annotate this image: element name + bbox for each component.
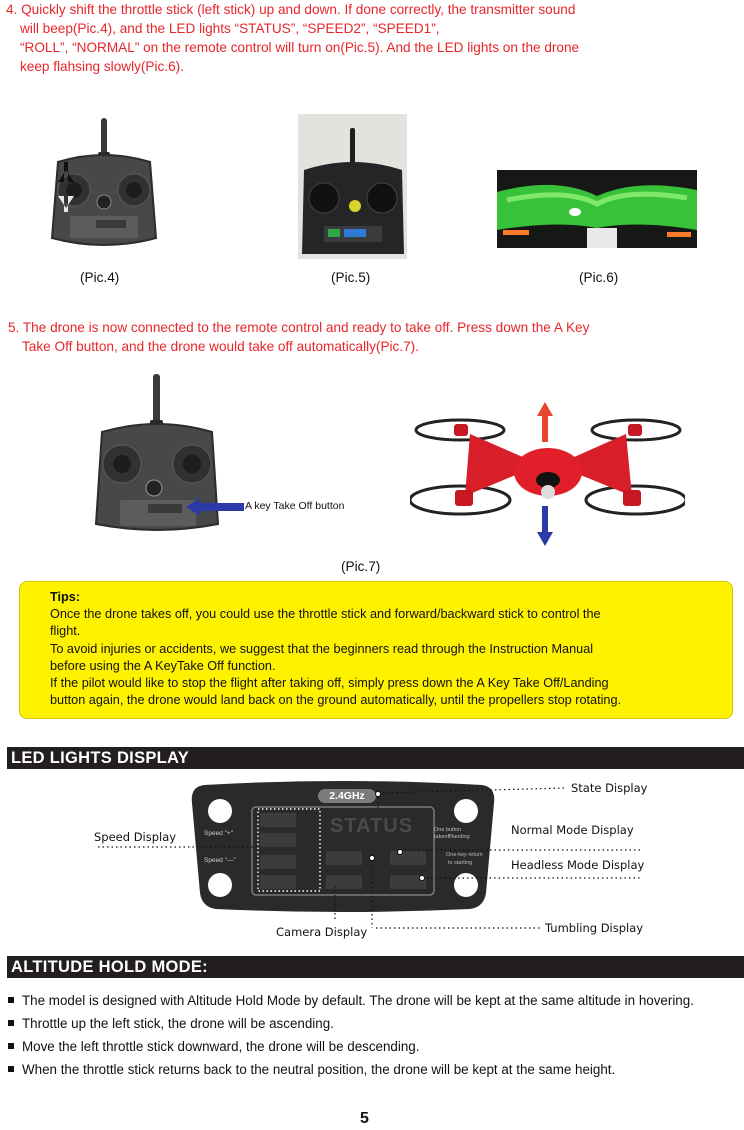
tumbling-display-label: Tumbling Display bbox=[545, 921, 644, 935]
pic5-caption: (Pic.5) bbox=[331, 270, 371, 285]
page-number: 5 bbox=[360, 1110, 369, 1127]
list-item: Move the left throttle stick downward, the drone will be descending. bbox=[8, 1038, 738, 1055]
bullet-square-icon bbox=[8, 1043, 14, 1049]
altitude-bullet-list bbox=[8, 992, 738, 1084]
headless-mode-label: Headless Mode Display bbox=[511, 858, 645, 872]
takeoff-pointer-arrow bbox=[186, 498, 244, 516]
step-5-text bbox=[8, 318, 738, 356]
one-key-return-text: One-key return bbox=[446, 852, 483, 858]
pic6-caption: (Pic.6) bbox=[579, 270, 619, 285]
step-5-line: 5. The drone is now connected to the remote control and ready to take off. Press down the A Key bbox=[8, 320, 590, 335]
step-4-text bbox=[6, 0, 736, 76]
normal-mode-label: Normal Mode Display bbox=[511, 823, 634, 837]
pic6-drone-led-photo bbox=[497, 170, 697, 248]
bullet-square-icon bbox=[8, 997, 14, 1003]
speed-display-label: Speed Display bbox=[94, 830, 177, 844]
one-button-takeoff-text: One button takeoff/landing bbox=[434, 827, 470, 840]
pic5-controller-photo bbox=[298, 114, 407, 259]
pic7-caption: (Pic.7) bbox=[341, 559, 381, 574]
tips-line: before using the A KeyTake Off function. bbox=[50, 658, 276, 673]
camera-display-label: Camera Display bbox=[276, 925, 368, 939]
led-section-heading: LED LIGHTS DISPLAY bbox=[7, 747, 744, 769]
step-4-line: will beep(Pic.4), and the LED lights “STATUS”, “SPEED2”, “SPEED1”, bbox=[20, 21, 440, 36]
descend-arrow-icon bbox=[537, 506, 553, 546]
ascend-arrow-icon bbox=[537, 402, 553, 442]
altitude-section-heading: ALTITUDE HOLD MODE: bbox=[7, 956, 744, 978]
bullet-square-icon bbox=[8, 1020, 14, 1026]
bullet-square-icon bbox=[8, 1066, 14, 1072]
step-5-line: Take Off button, and the drone would take off automatically(Pic.7). bbox=[22, 339, 419, 354]
status-led: STATUS bbox=[330, 815, 414, 837]
tips-line: Once the drone takes off, you could use the throttle stick and forward/backward stick to control the bbox=[50, 607, 601, 622]
step-4-line: 4. Quickly shift the throttle stick (left stick) up and down. If done correctly, the transmitter sound bbox=[6, 2, 576, 17]
pic4-controller-image bbox=[48, 118, 160, 254]
tips-line: button again, the drone would land back on the ground automatically, until the propellers stop rotating. bbox=[50, 693, 622, 708]
speed-plus-text: Speed "+" bbox=[204, 830, 234, 837]
list-item: Throttle up the left stick, the drone will be ascending. bbox=[8, 1015, 738, 1032]
step-4-line: “ROLL”, “NORMAL” on the remote control will turn on(Pic.5). And the LED lights on the drone bbox=[20, 40, 580, 55]
list-item: The model is designed with Altitude Hold Mode by default. The drone will be kept at the same altitude in hovering. bbox=[8, 992, 738, 1009]
takeoff-button-label: A key Take Off button bbox=[245, 500, 345, 512]
tips-line: flight. bbox=[50, 624, 81, 639]
step-4-line: keep flahsing slowly(Pic.6). bbox=[20, 59, 184, 74]
tips-line: To avoid injuries or accidents, we suggest that the beginners read through the Instruction Manual bbox=[50, 641, 594, 656]
tips-box bbox=[19, 581, 733, 719]
frequency-badge: 2.4GHz bbox=[329, 790, 365, 802]
state-display-label: State Display bbox=[571, 781, 648, 795]
list-item: When the throttle stick returns back to the neutral position, the drone will be kept at the same height. bbox=[8, 1061, 738, 1078]
tips-line: If the pilot would like to stop the flight after taking off, simply press down the A Key Take Off/Landing bbox=[50, 676, 609, 691]
tips-title: Tips: bbox=[50, 590, 81, 604]
speed-minus-text: Speed "—" bbox=[204, 857, 236, 864]
pic4-caption: (Pic.4) bbox=[80, 270, 120, 285]
to-starting-text: to starting bbox=[448, 860, 473, 866]
